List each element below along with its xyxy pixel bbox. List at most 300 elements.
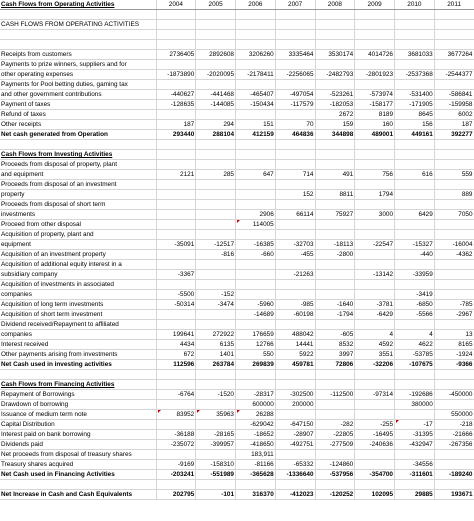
value-cell[interactable] <box>156 150 196 160</box>
value-cell[interactable] <box>275 320 315 330</box>
value-cell[interactable] <box>355 80 395 90</box>
value-cell[interactable] <box>315 380 355 390</box>
value-cell[interactable] <box>275 270 315 280</box>
value-cell[interactable] <box>236 280 276 290</box>
value-cell[interactable] <box>395 250 435 260</box>
value-cell[interactable] <box>196 220 236 230</box>
value-cell[interactable] <box>395 390 435 400</box>
value-cell[interactable] <box>275 430 315 440</box>
value-cell[interactable] <box>395 180 435 190</box>
value-cell[interactable] <box>434 50 474 60</box>
value-cell[interactable] <box>156 100 196 110</box>
value-cell[interactable] <box>315 470 355 480</box>
value-cell[interactable] <box>236 290 276 300</box>
value-cell[interactable] <box>275 460 315 470</box>
value-cell[interactable] <box>315 140 355 150</box>
value-cell[interactable] <box>275 160 315 170</box>
row-label-cell[interactable]: property <box>0 190 156 200</box>
value-cell[interactable] <box>315 490 355 500</box>
value-cell[interactable] <box>196 100 236 110</box>
value-cell[interactable] <box>156 90 196 100</box>
value-cell[interactable] <box>275 30 315 40</box>
value-cell[interactable] <box>275 60 315 70</box>
value-cell[interactable] <box>236 360 276 370</box>
value-cell[interactable] <box>196 30 236 40</box>
value-cell[interactable] <box>434 360 474 370</box>
value-cell[interactable] <box>196 380 236 390</box>
value-cell[interactable] <box>196 400 236 410</box>
row-label-cell[interactable]: Payments to prize winners, suppliers and for <box>0 60 156 70</box>
row-label-cell[interactable]: Acquisition of long term investments <box>0 300 156 310</box>
value-cell[interactable] <box>196 50 236 60</box>
value-cell[interactable] <box>315 90 355 100</box>
value-cell[interactable] <box>275 230 315 240</box>
value-cell[interactable] <box>315 80 355 90</box>
value-cell[interactable] <box>434 200 474 210</box>
value-cell[interactable] <box>315 240 355 250</box>
value-cell[interactable] <box>434 130 474 140</box>
value-cell[interactable] <box>315 100 355 110</box>
value-cell[interactable] <box>315 150 355 160</box>
value-cell[interactable] <box>355 40 395 50</box>
value-cell[interactable] <box>236 80 276 90</box>
value-cell[interactable] <box>156 230 196 240</box>
value-cell[interactable] <box>196 280 236 290</box>
value-cell[interactable] <box>315 420 355 430</box>
value-cell[interactable] <box>236 120 276 130</box>
value-cell[interactable] <box>355 360 395 370</box>
value-cell[interactable] <box>434 30 474 40</box>
row-label-cell[interactable]: Dividend received/Repayment to affiliated <box>0 320 156 330</box>
comment-indicator-icon[interactable] <box>197 410 200 413</box>
row-label-cell[interactable]: Acquisition of property, plant and <box>0 230 156 240</box>
row-label-cell[interactable]: Acquisition of short term investment <box>0 310 156 320</box>
row-label-cell[interactable]: Cash Flows from Operating Activities <box>0 0 156 10</box>
value-cell[interactable] <box>355 440 395 450</box>
value-cell[interactable] <box>315 300 355 310</box>
value-cell[interactable] <box>355 370 395 380</box>
value-cell[interactable] <box>395 60 435 70</box>
value-cell[interactable] <box>196 40 236 50</box>
row-label-cell[interactable]: Proceeds from disposal of property, plant <box>0 160 156 170</box>
value-cell[interactable] <box>355 30 395 40</box>
value-cell[interactable] <box>236 200 276 210</box>
value-cell[interactable] <box>315 460 355 470</box>
value-cell[interactable] <box>315 110 355 120</box>
value-cell[interactable] <box>236 0 276 10</box>
value-cell[interactable] <box>315 320 355 330</box>
value-cell[interactable] <box>315 280 355 290</box>
value-cell[interactable] <box>315 310 355 320</box>
value-cell[interactable] <box>196 180 236 190</box>
value-cell[interactable] <box>156 80 196 90</box>
value-cell[interactable] <box>434 450 474 460</box>
value-cell[interactable] <box>434 90 474 100</box>
row-label-cell[interactable]: Dividends paid <box>0 440 156 450</box>
value-cell[interactable] <box>355 410 395 420</box>
value-cell[interactable] <box>236 160 276 170</box>
value-cell[interactable] <box>156 0 196 10</box>
value-cell[interactable] <box>275 220 315 230</box>
value-cell[interactable] <box>275 100 315 110</box>
value-cell[interactable] <box>156 130 196 140</box>
value-cell[interactable] <box>315 180 355 190</box>
value-cell[interactable] <box>434 380 474 390</box>
value-cell[interactable] <box>434 160 474 170</box>
row-label-cell[interactable]: CASH FLOWS FROM OPERATING ACTIVITIES <box>0 20 156 30</box>
value-cell[interactable] <box>395 400 435 410</box>
value-cell[interactable] <box>355 240 395 250</box>
value-cell[interactable] <box>395 130 435 140</box>
value-cell[interactable] <box>434 300 474 310</box>
value-cell[interactable] <box>275 110 315 120</box>
row-label-cell[interactable]: Proceeds from disposal of an investment <box>0 180 156 190</box>
value-cell[interactable] <box>315 20 355 30</box>
value-cell[interactable] <box>156 40 196 50</box>
value-cell[interactable] <box>434 330 474 340</box>
value-cell[interactable] <box>355 100 395 110</box>
row-label-cell[interactable]: Capital Distribution <box>0 420 156 430</box>
value-cell[interactable] <box>275 380 315 390</box>
value-cell[interactable] <box>275 70 315 80</box>
value-cell[interactable] <box>315 270 355 280</box>
value-cell[interactable] <box>434 340 474 350</box>
value-cell[interactable] <box>236 410 276 420</box>
value-cell[interactable] <box>434 260 474 270</box>
value-cell[interactable] <box>196 20 236 30</box>
value-cell[interactable] <box>236 140 276 150</box>
value-cell[interactable] <box>434 170 474 180</box>
value-cell[interactable] <box>434 240 474 250</box>
value-cell[interactable] <box>156 20 196 30</box>
row-label-cell[interactable]: Acquisition of an investment property <box>0 250 156 260</box>
value-cell[interactable] <box>395 460 435 470</box>
value-cell[interactable] <box>395 70 435 80</box>
value-cell[interactable] <box>236 110 276 120</box>
value-cell[interactable] <box>434 10 474 20</box>
value-cell[interactable] <box>355 380 395 390</box>
value-cell[interactable] <box>315 340 355 350</box>
value-cell[interactable] <box>355 60 395 70</box>
row-label-cell[interactable] <box>0 140 156 150</box>
value-cell[interactable] <box>355 490 395 500</box>
value-cell[interactable] <box>315 290 355 300</box>
value-cell[interactable] <box>434 80 474 90</box>
value-cell[interactable] <box>395 190 435 200</box>
value-cell[interactable] <box>196 140 236 150</box>
value-cell[interactable] <box>156 450 196 460</box>
value-cell[interactable] <box>236 230 276 240</box>
value-cell[interactable] <box>156 390 196 400</box>
value-cell[interactable] <box>355 270 395 280</box>
value-cell[interactable] <box>156 60 196 70</box>
value-cell[interactable] <box>196 10 236 20</box>
value-cell[interactable] <box>275 300 315 310</box>
value-cell[interactable] <box>395 480 435 490</box>
value-cell[interactable] <box>156 280 196 290</box>
value-cell[interactable] <box>236 490 276 500</box>
value-cell[interactable] <box>196 160 236 170</box>
row-label-cell[interactable]: Other payments arising from investments <box>0 350 156 360</box>
value-cell[interactable] <box>395 230 435 240</box>
value-cell[interactable] <box>156 200 196 210</box>
value-cell[interactable] <box>236 20 276 30</box>
value-cell[interactable] <box>196 170 236 180</box>
row-label-cell[interactable]: Interest received <box>0 340 156 350</box>
value-cell[interactable] <box>236 430 276 440</box>
value-cell[interactable] <box>395 290 435 300</box>
value-cell[interactable] <box>355 310 395 320</box>
value-cell[interactable] <box>315 400 355 410</box>
value-cell[interactable] <box>355 250 395 260</box>
value-cell[interactable] <box>156 160 196 170</box>
value-cell[interactable] <box>196 320 236 330</box>
value-cell[interactable] <box>315 230 355 240</box>
value-cell[interactable] <box>275 280 315 290</box>
value-cell[interactable] <box>395 20 435 30</box>
value-cell[interactable] <box>395 110 435 120</box>
value-cell[interactable] <box>434 230 474 240</box>
value-cell[interactable] <box>355 160 395 170</box>
value-cell[interactable] <box>236 300 276 310</box>
value-cell[interactable] <box>156 400 196 410</box>
row-label-cell[interactable]: Receipts from customers <box>0 50 156 60</box>
comment-indicator-icon[interactable] <box>237 220 240 223</box>
comment-indicator-icon[interactable] <box>158 410 161 413</box>
value-cell[interactable] <box>355 460 395 470</box>
value-cell[interactable] <box>395 200 435 210</box>
value-cell[interactable] <box>355 300 395 310</box>
value-cell[interactable] <box>196 310 236 320</box>
value-cell[interactable] <box>395 430 435 440</box>
value-cell[interactable] <box>196 80 236 90</box>
value-cell[interactable] <box>236 460 276 470</box>
value-cell[interactable] <box>196 90 236 100</box>
value-cell[interactable] <box>196 150 236 160</box>
value-cell[interactable] <box>355 330 395 340</box>
value-cell[interactable] <box>355 470 395 480</box>
value-cell[interactable] <box>315 0 355 10</box>
value-cell[interactable] <box>434 180 474 190</box>
value-cell[interactable] <box>275 290 315 300</box>
value-cell[interactable] <box>434 400 474 410</box>
value-cell[interactable] <box>275 420 315 430</box>
value-cell[interactable] <box>236 480 276 490</box>
value-cell[interactable] <box>236 340 276 350</box>
value-cell[interactable] <box>156 220 196 230</box>
value-cell[interactable] <box>434 460 474 470</box>
value-cell[interactable] <box>395 350 435 360</box>
value-cell[interactable] <box>156 350 196 360</box>
row-label-cell[interactable]: Cash Flows from Investing Activities <box>0 150 156 160</box>
value-cell[interactable] <box>156 460 196 470</box>
value-cell[interactable] <box>236 60 276 70</box>
value-cell[interactable] <box>434 220 474 230</box>
value-cell[interactable] <box>395 140 435 150</box>
value-cell[interactable] <box>236 450 276 460</box>
value-cell[interactable] <box>434 390 474 400</box>
value-cell[interactable] <box>236 130 276 140</box>
value-cell[interactable] <box>236 180 276 190</box>
value-cell[interactable] <box>275 240 315 250</box>
value-cell[interactable] <box>395 150 435 160</box>
row-label-cell[interactable] <box>0 30 156 40</box>
value-cell[interactable] <box>156 490 196 500</box>
value-cell[interactable] <box>275 350 315 360</box>
value-cell[interactable] <box>355 10 395 20</box>
row-label-cell[interactable] <box>0 10 156 20</box>
value-cell[interactable] <box>275 40 315 50</box>
value-cell[interactable] <box>315 260 355 270</box>
value-cell[interactable] <box>275 0 315 10</box>
value-cell[interactable] <box>275 10 315 20</box>
value-cell[interactable] <box>236 380 276 390</box>
value-cell[interactable] <box>156 260 196 270</box>
value-cell[interactable] <box>355 110 395 120</box>
value-cell[interactable] <box>434 290 474 300</box>
value-cell[interactable] <box>315 220 355 230</box>
value-cell[interactable] <box>315 390 355 400</box>
value-cell[interactable] <box>355 210 395 220</box>
value-cell[interactable] <box>275 190 315 200</box>
value-cell[interactable] <box>395 90 435 100</box>
value-cell[interactable] <box>395 100 435 110</box>
value-cell[interactable] <box>275 360 315 370</box>
value-cell[interactable] <box>434 140 474 150</box>
value-cell[interactable] <box>355 450 395 460</box>
value-cell[interactable] <box>196 440 236 450</box>
row-label-cell[interactable]: Other receipts <box>0 120 156 130</box>
value-cell[interactable] <box>395 50 435 60</box>
value-cell[interactable] <box>434 70 474 80</box>
row-label-cell[interactable]: Treasury shares acquired <box>0 460 156 470</box>
value-cell[interactable] <box>395 360 435 370</box>
value-cell[interactable] <box>156 480 196 490</box>
value-cell[interactable] <box>315 210 355 220</box>
value-cell[interactable] <box>355 260 395 270</box>
value-cell[interactable] <box>156 380 196 390</box>
row-label-cell[interactable]: Cash Flows from Financing Activities <box>0 380 156 390</box>
value-cell[interactable] <box>196 190 236 200</box>
value-cell[interactable] <box>196 210 236 220</box>
value-cell[interactable] <box>236 310 276 320</box>
row-label-cell[interactable]: Proceeds from disposal of short term <box>0 200 156 210</box>
value-cell[interactable] <box>156 320 196 330</box>
value-cell[interactable] <box>156 170 196 180</box>
value-cell[interactable] <box>275 370 315 380</box>
value-cell[interactable] <box>236 330 276 340</box>
value-cell[interactable] <box>355 420 395 430</box>
value-cell[interactable] <box>395 410 435 420</box>
value-cell[interactable] <box>236 170 276 180</box>
value-cell[interactable] <box>355 130 395 140</box>
value-cell[interactable] <box>156 120 196 130</box>
value-cell[interactable] <box>395 0 435 10</box>
value-cell[interactable] <box>156 340 196 350</box>
value-cell[interactable] <box>156 250 196 260</box>
row-label-cell[interactable]: other operating expenses <box>0 70 156 80</box>
value-cell[interactable] <box>315 370 355 380</box>
row-label-cell[interactable]: Issuance of medium term note <box>0 410 156 420</box>
value-cell[interactable] <box>275 400 315 410</box>
value-cell[interactable] <box>395 220 435 230</box>
value-cell[interactable] <box>434 110 474 120</box>
value-cell[interactable] <box>355 180 395 190</box>
value-cell[interactable] <box>156 10 196 20</box>
row-label-cell[interactable] <box>0 480 156 490</box>
value-cell[interactable] <box>315 30 355 40</box>
value-cell[interactable] <box>395 330 435 340</box>
value-cell[interactable] <box>395 450 435 460</box>
value-cell[interactable] <box>275 120 315 130</box>
value-cell[interactable] <box>434 320 474 330</box>
value-cell[interactable] <box>434 280 474 290</box>
value-cell[interactable] <box>315 60 355 70</box>
value-cell[interactable] <box>434 440 474 450</box>
value-cell[interactable] <box>355 480 395 490</box>
value-cell[interactable] <box>355 200 395 210</box>
value-cell[interactable] <box>275 200 315 210</box>
row-label-cell[interactable]: companies <box>0 330 156 340</box>
value-cell[interactable] <box>434 0 474 10</box>
value-cell[interactable] <box>395 240 435 250</box>
value-cell[interactable] <box>395 210 435 220</box>
value-cell[interactable] <box>315 130 355 140</box>
row-label-cell[interactable]: companies <box>0 290 156 300</box>
value-cell[interactable] <box>315 40 355 50</box>
value-cell[interactable] <box>315 200 355 210</box>
value-cell[interactable] <box>275 150 315 160</box>
value-cell[interactable] <box>196 340 236 350</box>
value-cell[interactable] <box>434 210 474 220</box>
value-cell[interactable] <box>395 80 435 90</box>
value-cell[interactable] <box>275 390 315 400</box>
value-cell[interactable] <box>355 190 395 200</box>
value-cell[interactable] <box>395 320 435 330</box>
row-label-cell[interactable]: Refund of taxes <box>0 110 156 120</box>
value-cell[interactable] <box>434 190 474 200</box>
value-cell[interactable] <box>196 390 236 400</box>
value-cell[interactable] <box>395 270 435 280</box>
value-cell[interactable] <box>156 210 196 220</box>
value-cell[interactable] <box>196 290 236 300</box>
value-cell[interactable] <box>156 30 196 40</box>
value-cell[interactable] <box>236 470 276 480</box>
value-cell[interactable] <box>355 120 395 130</box>
value-cell[interactable] <box>355 140 395 150</box>
value-cell[interactable] <box>355 90 395 100</box>
value-cell[interactable] <box>395 370 435 380</box>
value-cell[interactable] <box>196 60 236 70</box>
value-cell[interactable] <box>236 440 276 450</box>
value-cell[interactable] <box>236 250 276 260</box>
value-cell[interactable] <box>275 340 315 350</box>
value-cell[interactable] <box>236 40 276 50</box>
value-cell[interactable] <box>196 480 236 490</box>
value-cell[interactable] <box>355 340 395 350</box>
value-cell[interactable] <box>355 400 395 410</box>
value-cell[interactable] <box>196 110 236 120</box>
value-cell[interactable] <box>315 480 355 490</box>
value-cell[interactable] <box>395 10 435 20</box>
value-cell[interactable] <box>395 40 435 50</box>
value-cell[interactable] <box>156 430 196 440</box>
value-cell[interactable] <box>315 350 355 360</box>
row-label-cell[interactable]: Payments for Pool betting duties, gaming tax <box>0 80 156 90</box>
value-cell[interactable] <box>434 40 474 50</box>
value-cell[interactable] <box>434 120 474 130</box>
value-cell[interactable] <box>236 10 276 20</box>
